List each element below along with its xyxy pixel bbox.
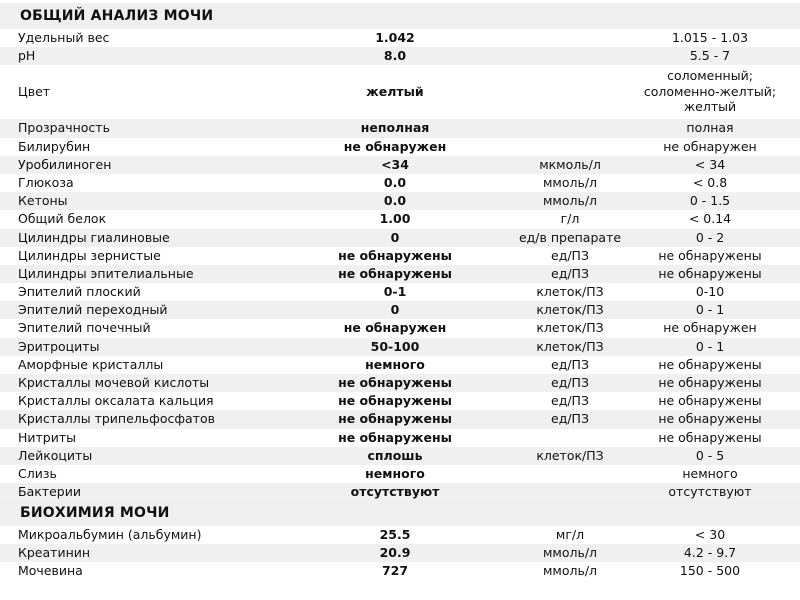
- table-row: [0, 562, 800, 580]
- result-value: неполная: [360, 120, 430, 136]
- result-value: сплошь: [367, 447, 423, 463]
- unit: [505, 29, 635, 47]
- param-name: Цилиндры гиалиновые: [18, 229, 170, 245]
- table-row: [0, 229, 800, 247]
- param-name: Эпителий почечный: [18, 320, 151, 336]
- section-title-biochemistry: БИОХИМИЯ МОЧИ: [0, 500, 800, 526]
- unit: ед/ПЗ: [551, 247, 589, 263]
- result-value: 20.9: [379, 545, 411, 561]
- table-row: [0, 29, 800, 47]
- result-value: 0.0: [383, 174, 407, 190]
- reference-range: отсутствуют: [668, 484, 752, 500]
- urinalysis-table: [0, 29, 800, 501]
- reference-range: < 34: [694, 156, 726, 172]
- reference-range: < 30: [694, 527, 726, 542]
- result-value: немного: [365, 465, 425, 481]
- result-value: <34: [381, 156, 409, 172]
- reference-range: полная: [686, 120, 734, 136]
- unit: клеток/ПЗ: [536, 320, 604, 336]
- result-value: не обнаружен: [343, 138, 447, 154]
- table-row: [0, 338, 800, 356]
- param-name: Слизь: [18, 465, 57, 481]
- reference-range: 4.2 - 9.7: [683, 545, 737, 561]
- result-value: 1.042: [375, 30, 415, 45]
- param-name: Уробилиноген: [18, 156, 112, 172]
- result-value: 0: [390, 229, 400, 245]
- param-name: Кристаллы мочевой кислоты: [18, 375, 210, 390]
- table-row: [0, 247, 800, 265]
- unit: клеток/ПЗ: [536, 338, 604, 354]
- table-row: [0, 429, 800, 447]
- unit: клеток/ПЗ: [536, 284, 604, 300]
- unit: ед/ПЗ: [551, 375, 589, 390]
- param-name: Эпителий плоский: [18, 284, 141, 300]
- unit: [505, 47, 635, 65]
- param-name: Нитриты: [18, 429, 77, 445]
- param-name: Кристаллы трипельфосфатов: [18, 411, 215, 427]
- param-name: Лейкоциты: [18, 447, 93, 463]
- unit: [505, 138, 635, 156]
- unit: [505, 465, 635, 483]
- param-name: Общий белок: [18, 211, 107, 227]
- param-name: Билирубин: [18, 138, 91, 154]
- reference-range: 0 - 1: [695, 302, 725, 318]
- table-row: [0, 156, 800, 174]
- param-name: pH: [18, 48, 36, 64]
- param-name: Эпителий переходный: [18, 302, 168, 318]
- result-value: не обнаружены: [338, 375, 452, 390]
- table-row: [0, 174, 800, 192]
- reference-range: не обнаружен: [663, 320, 757, 336]
- table-row: [0, 465, 800, 483]
- reference-range: соломенный; соломенно-желтый; желтый: [643, 68, 777, 115]
- unit: г/л: [560, 211, 580, 227]
- reference-range: 150 - 500: [679, 563, 741, 579]
- result-value: 8.0: [383, 48, 407, 64]
- table-row: [0, 265, 800, 283]
- reference-range: не обнаружены: [658, 393, 762, 409]
- table-row: [0, 47, 800, 65]
- param-name: Глюкоза: [18, 174, 74, 190]
- reference-range: не обнаружены: [658, 247, 762, 263]
- param-name: Прозрачность: [18, 120, 110, 136]
- param-name: Кетоны: [18, 193, 68, 209]
- table-row: [0, 301, 800, 319]
- unit: ммоль/л: [542, 563, 598, 579]
- result-value: 25.5: [379, 527, 411, 542]
- unit: ммоль/л: [542, 174, 598, 190]
- table-row: [0, 544, 800, 562]
- param-name: Креатинин: [18, 545, 91, 561]
- result-value: не обнаружены: [338, 393, 452, 409]
- result-value: 50-100: [370, 338, 420, 354]
- reference-range: не обнаружены: [658, 375, 762, 390]
- unit: мг/л: [555, 527, 585, 542]
- table-row: [0, 138, 800, 156]
- result-value: не обнаружен: [343, 320, 447, 336]
- reference-range: не обнаружены: [658, 429, 762, 445]
- reference-range: 0-10: [695, 284, 725, 300]
- table-row: [0, 356, 800, 374]
- reference-range: 0 - 2: [695, 229, 725, 245]
- result-value: 0.0: [383, 193, 407, 209]
- param-name: Цилиндры зернистые: [18, 247, 161, 263]
- unit: ед/ПЗ: [551, 265, 589, 281]
- param-name: Цвет: [18, 84, 51, 100]
- table-row: [0, 119, 800, 137]
- unit: мкмоль/л: [539, 156, 601, 172]
- param-name: Удельный вес: [18, 30, 110, 45]
- result-value: отсутствуют: [350, 484, 440, 500]
- result-value: не обнаружены: [338, 429, 452, 445]
- table-row: [0, 483, 800, 501]
- reference-range: 0 - 1.5: [689, 193, 731, 209]
- param-name: Кристаллы оксалата кальция: [18, 393, 214, 409]
- result-value: 0: [390, 302, 400, 318]
- table-row: [0, 392, 800, 410]
- unit: клеток/ПЗ: [536, 302, 604, 318]
- param-name: Эритроциты: [18, 338, 100, 354]
- table-row: [0, 283, 800, 301]
- reference-range: < 0.8: [692, 174, 728, 190]
- table-row: [0, 526, 800, 544]
- unit: ед/ПЗ: [551, 411, 589, 427]
- table-row: [0, 65, 800, 119]
- reference-range: < 0.14: [688, 211, 732, 227]
- unit: ед/ПЗ: [551, 393, 589, 409]
- reference-range: 5.5 - 7: [689, 48, 731, 64]
- result-value: 0-1: [383, 284, 407, 300]
- param-name: Бактерии: [18, 484, 81, 500]
- reference-range: не обнаружены: [658, 356, 762, 372]
- result-value: не обнаружены: [338, 247, 452, 263]
- table-row: [0, 319, 800, 337]
- reference-range: 1.015 - 1.03: [671, 30, 749, 45]
- unit: клеток/ПЗ: [536, 447, 604, 463]
- unit: ммоль/л: [542, 193, 598, 209]
- unit: [505, 65, 635, 119]
- unit: ммоль/л: [542, 545, 598, 561]
- unit: ед/ПЗ: [551, 356, 589, 372]
- reference-range: немного: [682, 465, 738, 481]
- reference-range: не обнаружен: [663, 138, 757, 154]
- unit: [505, 119, 635, 137]
- param-name: Мочевина: [18, 563, 83, 579]
- param-name: Микроальбумин (альбумин): [18, 527, 202, 542]
- unit: ед/в препарате: [518, 229, 622, 245]
- result-value: немного: [365, 356, 425, 372]
- section-title-urinalysis: ОБЩИЙ АНАЛИЗ МОЧИ: [0, 3, 800, 29]
- result-value: не обнаружены: [338, 411, 452, 427]
- result-value: желтый: [366, 84, 424, 100]
- reference-range: не обнаружены: [658, 411, 762, 427]
- result-value: не обнаружены: [338, 265, 452, 281]
- param-name: Цилиндры эпителиальные: [18, 265, 194, 281]
- result-value: 727: [381, 563, 409, 579]
- table-row: [0, 447, 800, 465]
- table-row: [0, 192, 800, 210]
- biochemistry-table: [0, 526, 800, 581]
- reference-range: не обнаружены: [658, 265, 762, 281]
- reference-range: 0 - 5: [695, 447, 725, 463]
- table-row: [0, 410, 800, 428]
- unit: [505, 483, 635, 501]
- table-row: [0, 374, 800, 392]
- table-row: [0, 210, 800, 228]
- reference-range: 0 - 1: [695, 338, 725, 354]
- param-name: Аморфные кристаллы: [18, 356, 164, 372]
- result-value: 1.00: [379, 211, 411, 227]
- unit: [505, 429, 635, 447]
